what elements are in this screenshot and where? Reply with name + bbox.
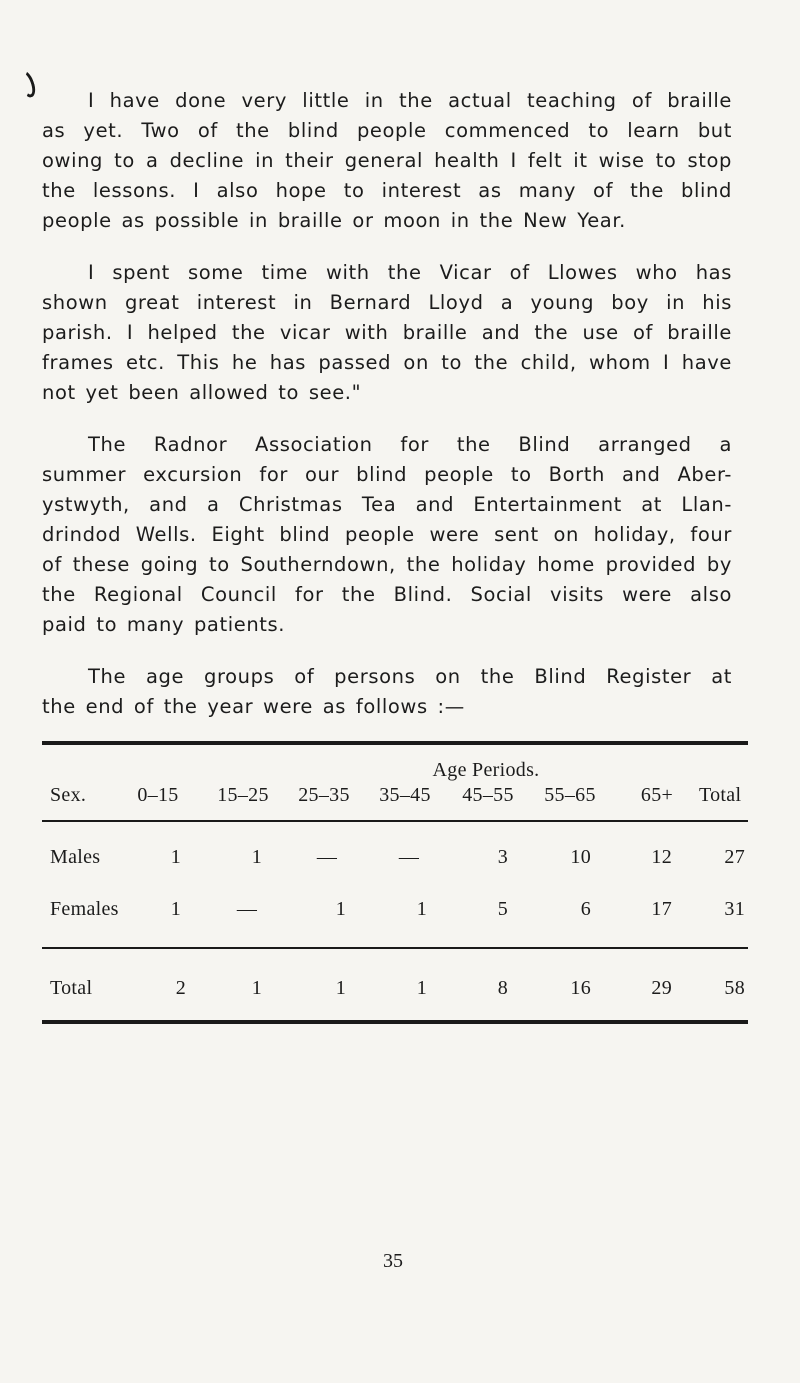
paragraph-braille-teaching xyxy=(42,86,732,236)
table-cell: — xyxy=(316,846,338,868)
text-line: The Radnor Association for the Blind arranged a xyxy=(88,433,732,456)
table-cell: 16 xyxy=(570,977,591,999)
table-cell: 17 xyxy=(651,898,672,920)
table-cell: 31 xyxy=(724,898,745,920)
column-header-total: Total xyxy=(699,784,742,806)
text-line: owing to a decline in their general health I felt it wise to stop xyxy=(42,149,732,172)
table-cell: 27 xyxy=(724,846,745,868)
text-line: The age groups of persons on the Blind Register at xyxy=(88,665,732,688)
table-cell: 1 xyxy=(170,898,181,920)
table-cell: 1 xyxy=(251,846,262,868)
table-cell: 5 xyxy=(497,898,508,920)
row-label-males: Males xyxy=(50,846,101,868)
table-bottom-rule xyxy=(42,1020,748,1024)
table-cell: 6 xyxy=(580,898,591,920)
paragraph-radnor-association xyxy=(42,430,732,640)
text-line: ystwyth, and a Christmas Tea and Entertainment at Llan- xyxy=(42,493,732,516)
column-header-25-35: 25–35 xyxy=(298,784,350,806)
text-line: the lessons. I also hope to interest as many of the blind xyxy=(42,179,732,202)
table-cell: — xyxy=(236,898,258,920)
table-cell: 3 xyxy=(497,846,508,868)
column-header-65-plus: 65+ xyxy=(640,784,674,806)
paragraph-age-groups-intro xyxy=(42,662,732,722)
text-line: people as possible in braille or moon in the New Year. xyxy=(42,209,626,232)
text-line: I spent some time with the Vicar of Llowes who has xyxy=(88,261,732,284)
table-cell: 58 xyxy=(724,977,745,999)
page-number: 35 xyxy=(383,1250,403,1272)
text-line: drindod Wells. Eight blind people were sent on holiday, four xyxy=(42,523,732,546)
table-header-rule xyxy=(42,820,748,822)
table-cell: 1 xyxy=(416,977,427,999)
text-line: I have done very little in the actual teaching of braille xyxy=(88,89,732,112)
column-header-45-55: 45–55 xyxy=(462,784,514,806)
text-line: frames etc. This he has passed on to the child, whom I have xyxy=(42,351,732,374)
text-line: the end of the year were as follows :— xyxy=(42,695,465,718)
text-line: of these going to Southerndown, the holiday home provided by xyxy=(42,553,732,576)
text-line: as yet. Two of the blind people commenced to learn but xyxy=(42,119,732,142)
table-total-rule xyxy=(42,947,748,949)
column-header-55-65: 55–65 xyxy=(544,784,596,806)
column-header-35-45: 35–45 xyxy=(379,784,431,806)
table-cell: 10 xyxy=(570,846,591,868)
column-header-0-15: 0–15 xyxy=(137,784,179,806)
text-line: the Regional Council for the Blind. Social visits were also xyxy=(42,583,732,606)
table-cell: 1 xyxy=(416,898,427,920)
column-header-15-25: 15–25 xyxy=(217,784,269,806)
column-header-sex: Sex. xyxy=(50,784,87,806)
text-line: summer excursion for our blind people to Borth and Aber- xyxy=(42,463,732,486)
paragraph-vicar-of-llowes xyxy=(42,258,732,408)
table-cell: 1 xyxy=(251,977,262,999)
text-line: parish. I helped the vicar with braille and the use of braille xyxy=(42,321,732,344)
table-group-heading: Age Periods. xyxy=(432,759,540,781)
table-cell: 1 xyxy=(335,898,346,920)
row-label-total: Total xyxy=(50,977,93,999)
text-line: shown great interest in Bernard Lloyd a young boy in his xyxy=(42,291,732,314)
table-top-rule xyxy=(42,741,748,745)
text-line: not yet been allowed to see." xyxy=(42,381,362,404)
text-line: paid to many patients. xyxy=(42,613,286,636)
table-cell: 2 xyxy=(175,977,186,999)
table-cell: 1 xyxy=(335,977,346,999)
table-cell: 8 xyxy=(497,977,508,999)
page-edge-mark xyxy=(16,68,39,99)
row-label-females: Females xyxy=(50,898,119,920)
table-cell: 29 xyxy=(651,977,672,999)
table-cell: — xyxy=(398,846,420,868)
table-cell: 12 xyxy=(651,846,672,868)
table-cell: 1 xyxy=(170,846,181,868)
